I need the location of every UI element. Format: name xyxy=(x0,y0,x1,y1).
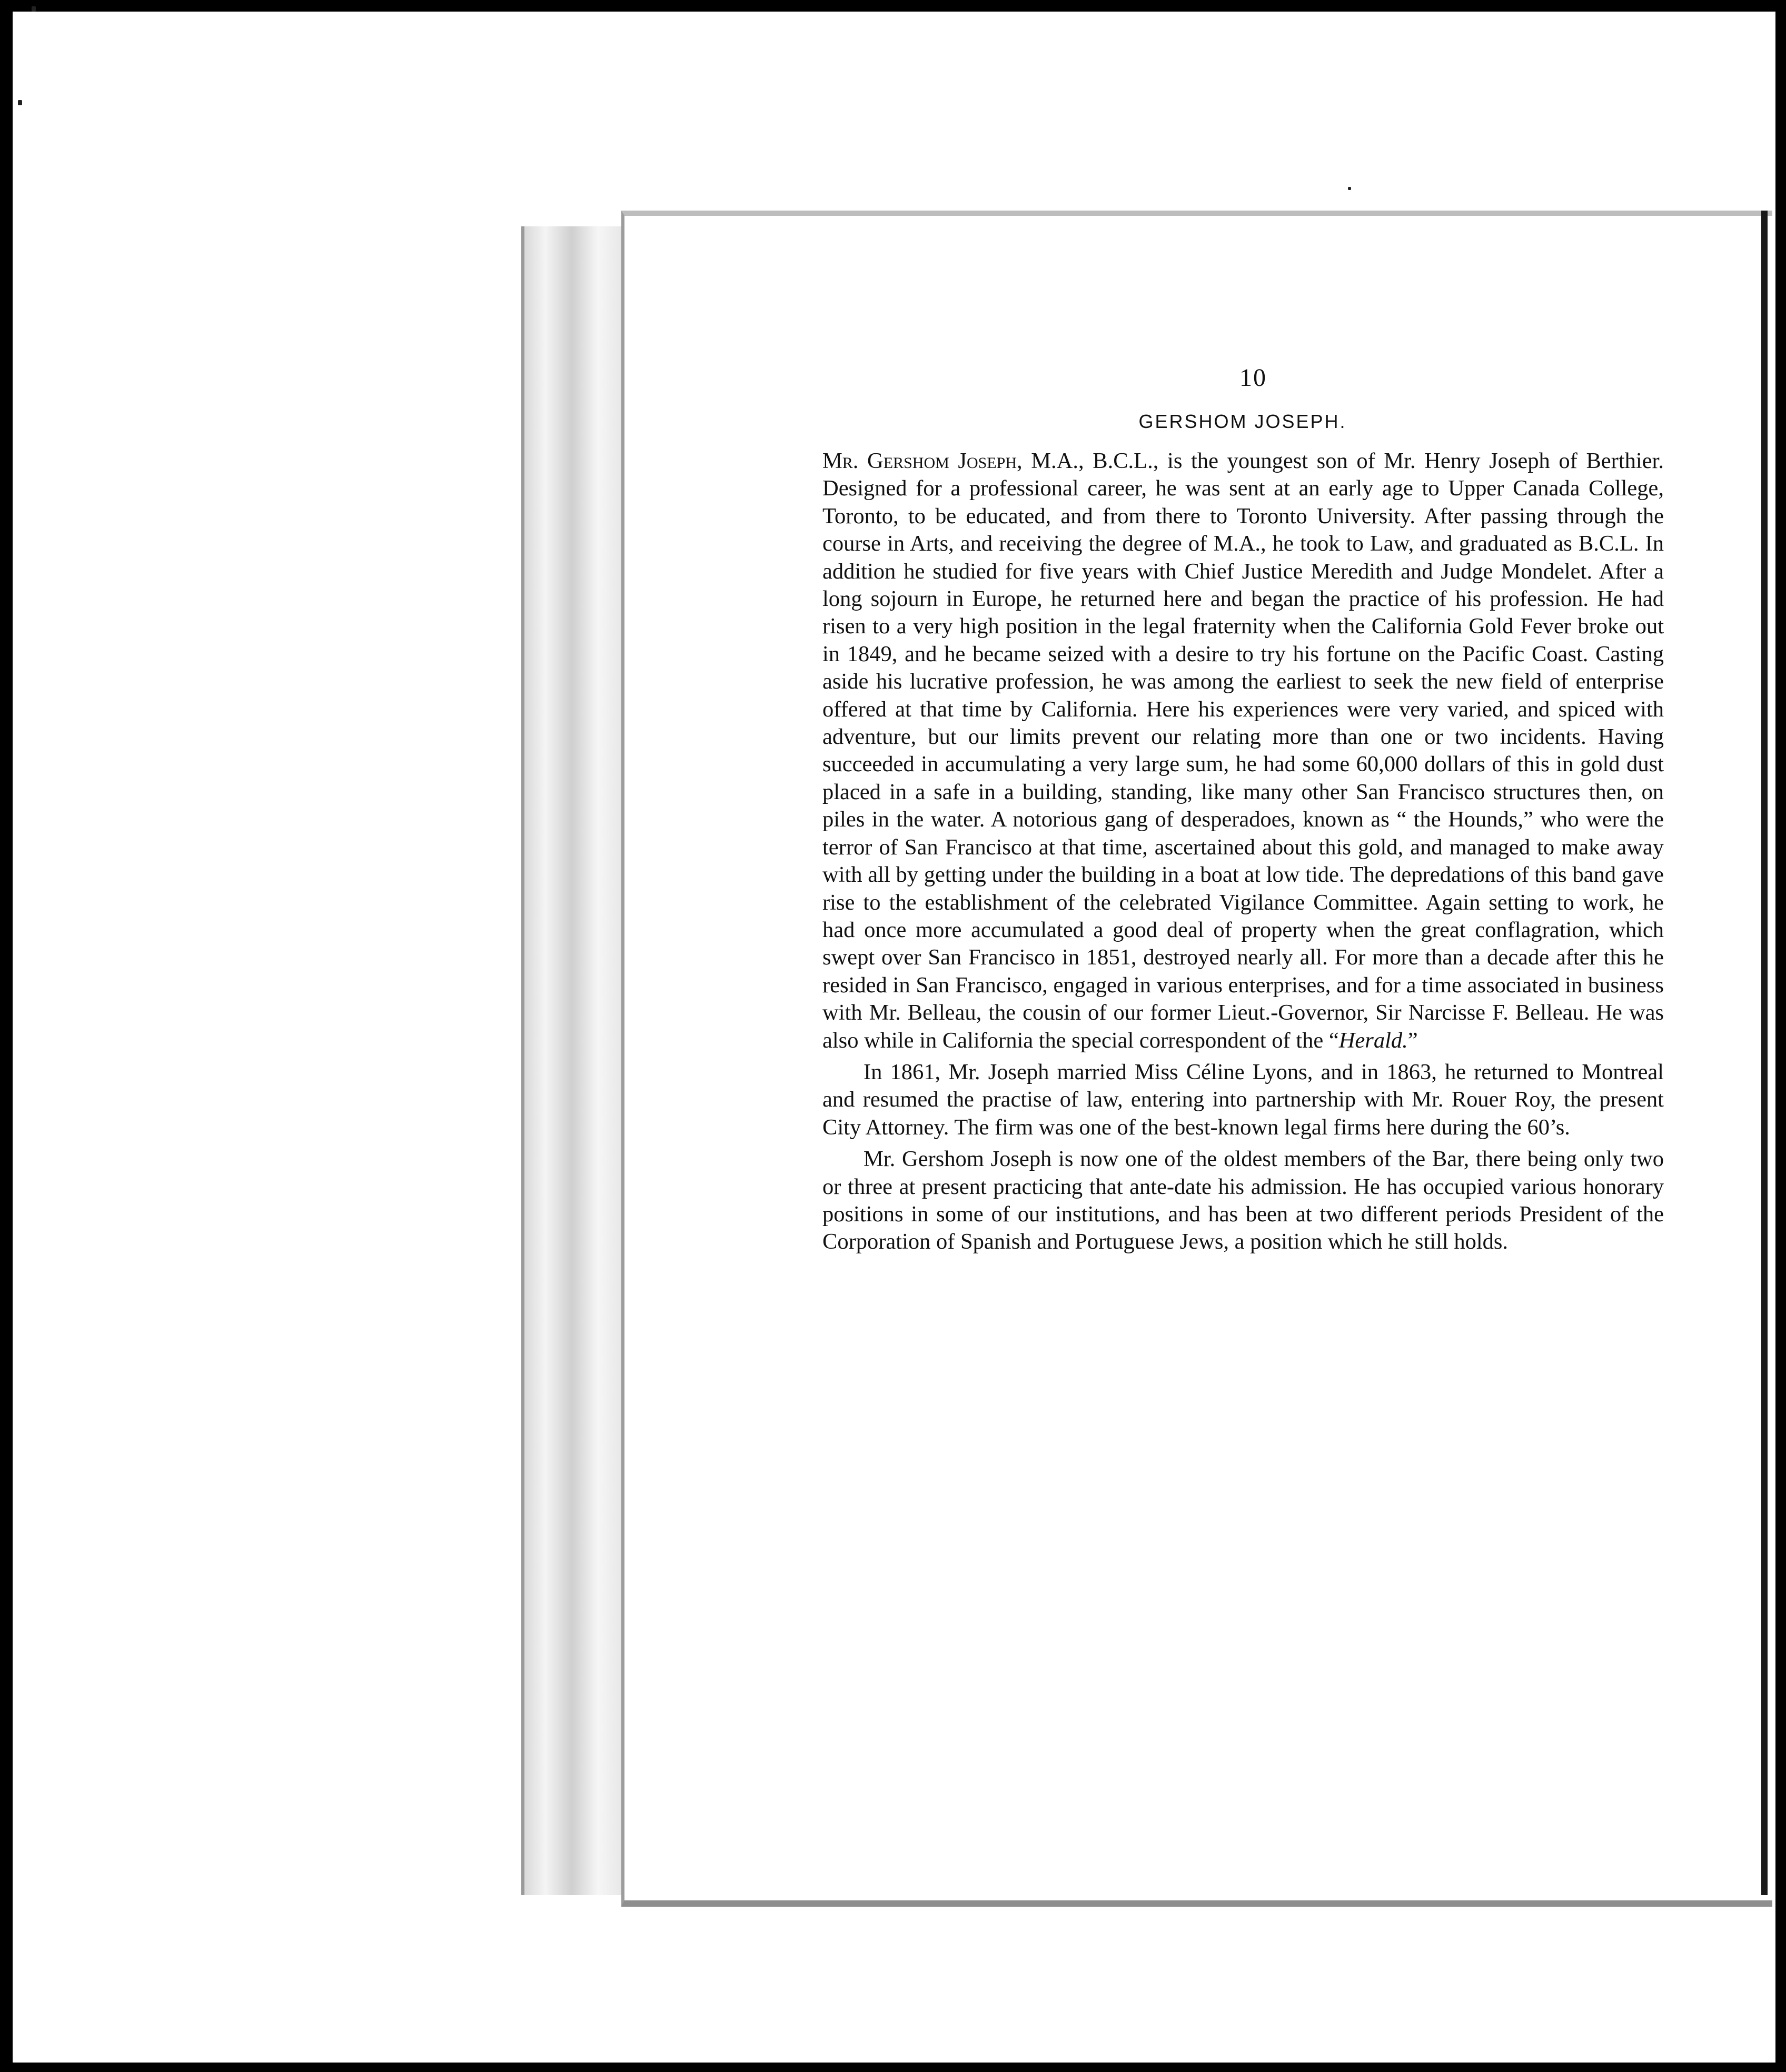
section-heading: GERSHOM JOSEPH. xyxy=(1138,411,1347,432)
scan-border-left xyxy=(0,0,13,2072)
paragraph-1-tail: ” xyxy=(1407,1028,1418,1053)
scan-border-top xyxy=(0,0,1786,12)
page-right-edge xyxy=(1761,211,1768,1895)
herald-italic: Herald. xyxy=(1338,1028,1408,1053)
book-binding-edge xyxy=(521,226,630,1895)
paragraph-1-lead: Mr. Gershom Joseph, xyxy=(822,449,1023,473)
paragraph-1 xyxy=(822,447,1664,1054)
scan-speck xyxy=(18,100,22,105)
scan-border-right xyxy=(1775,0,1786,2072)
scan-border-bottom xyxy=(0,2063,1786,2072)
page-number: 10 xyxy=(1239,364,1267,392)
article-body xyxy=(822,447,1664,1260)
scan-speck xyxy=(1348,187,1351,190)
paragraph-3: Mr. Gershom Joseph is now one of the oldest members of the Bar, there being only two or three at present practicing that ante-date his admission. He has occupied various honorary positions in some of our institutions, and has been at two different periods President of the Corporation of Spanish and Portuguese Jews, a position which he still holds. xyxy=(822,1147,1664,1254)
paragraph-1-text: M.A., B.C.L., is the youngest son of Mr. Henry Joseph of Berthier. Designed for a professional career, he was sent at an early age to Upper Canada College, Toronto, to be educated, and from there to Toronto University. After passing through the course in Arts, and receiving the degree of M.A., he took to Law, and graduated as B.C.L. In addition he studied for five years with Chief Justice Meredith and Judge Mondelet. After a long sojourn in Europe, he returned here and began the practice of his profession. He had risen to a very high position in the legal fraternity when the California Gold Fever broke out in 1849, and he became seized with a desire to try his fortune on the Pacific Coast. Casting aside his lucrative profession, he was among the earliest to seek the new field of enterprise offered at that time by California. Here his experiences were very varied, and spiced with adventure, but our limits prevent our relating more than one or two incidents. Having succeeded in accumulating a very large sum, he had some 60,000 dollars of this in gold dust placed in a safe in a building, standing, like many other San Francisco structures then, on piles in the water. A notorious gang of desperadoes, known as “ the Hounds,” who were the terror of San Francisco at that time, ascertained about this gold, and managed to make away with all by getting under the building in a boat at low tide. The depredations of this band gave rise to the establishment of the celebrated Vigilance Committee. Again setting to work, he had once more accumulated a good deal of property when the great conflagration, which swept over San Francisco in 1851, destroyed nearly all. For more than a decade after this he resided in San Francisco, engaged in various enterprises, and for a time associated in business with Mr. Belleau, the cousin of our former Lieut.-Governor, Sir Narcisse F. Belleau. He was also while in California the special correspondent of the “ xyxy=(822,449,1664,1053)
paragraph-2: In 1861, Mr. Joseph married Miss Céline Lyons, and in 1863, he returned to Montreal and resumed the practise of law, entering into partnership with Mr. Rouer Roy, the present City Attorney. The firm was one of the best-known legal firms here during the 60’s. xyxy=(822,1059,1664,1140)
scan-speck xyxy=(32,6,36,12)
